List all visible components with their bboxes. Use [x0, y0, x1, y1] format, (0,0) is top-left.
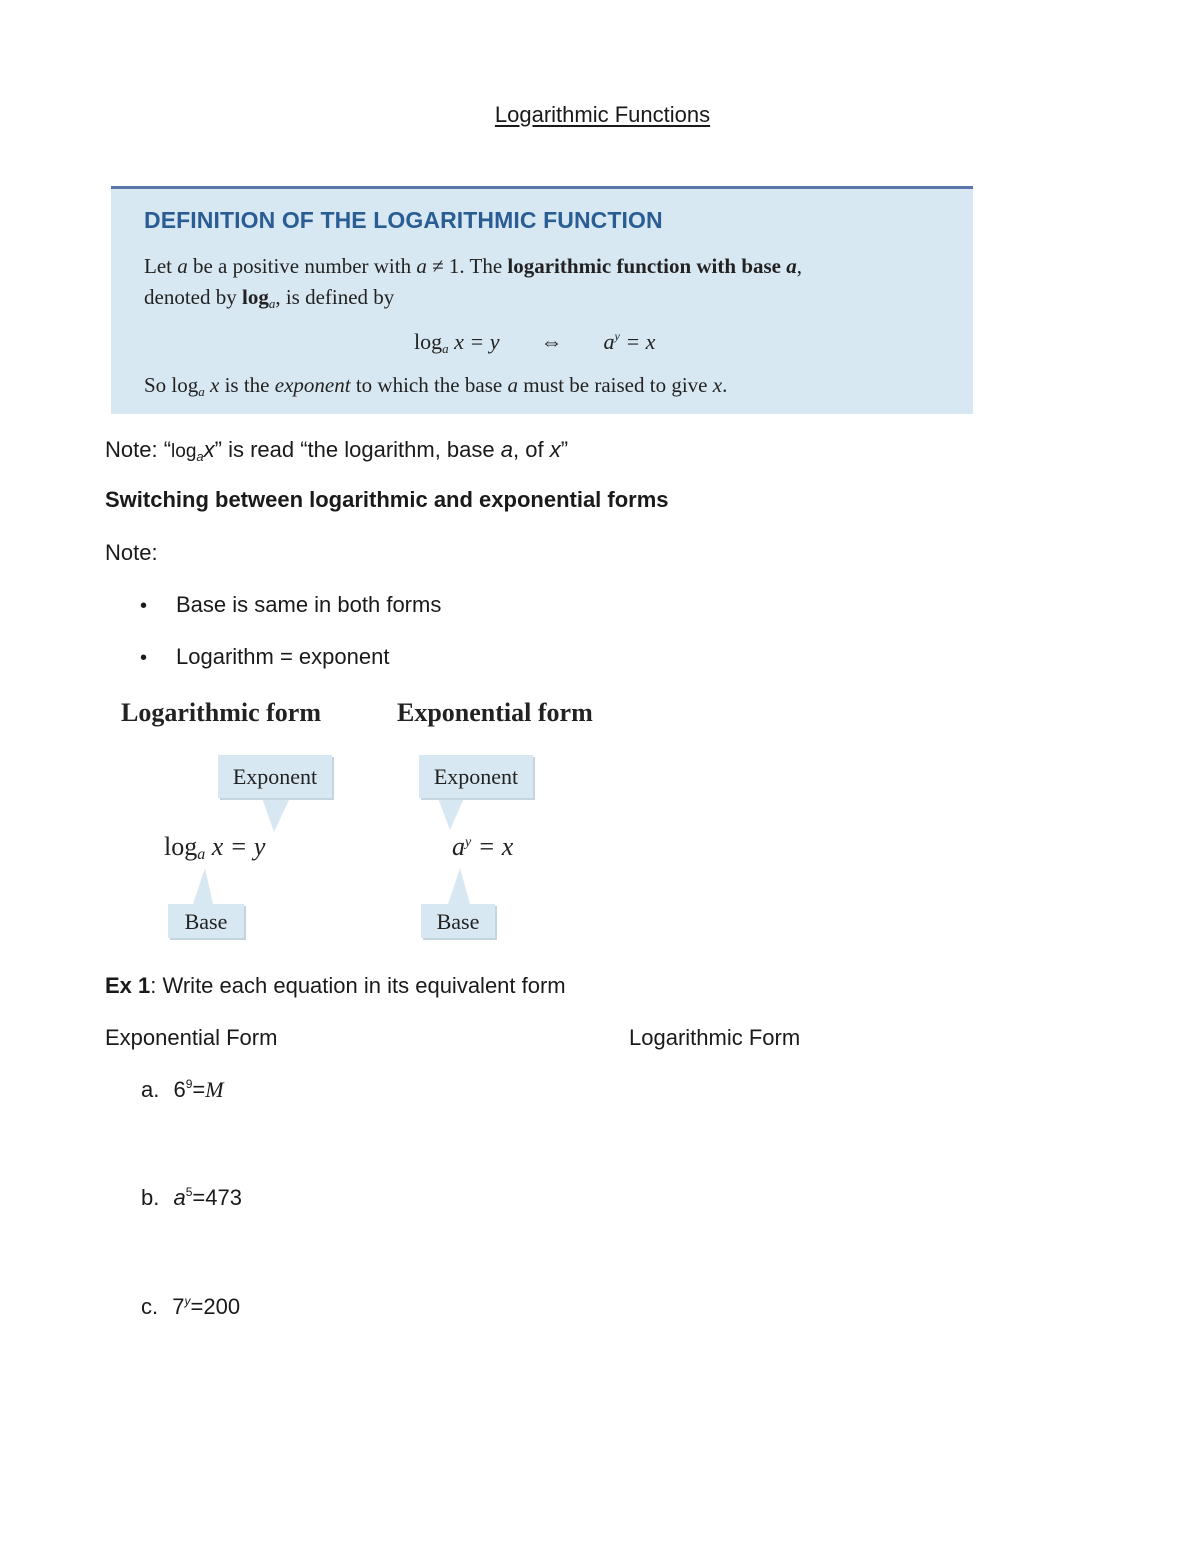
text: Let [144, 254, 178, 278]
bold-log: log [241, 285, 269, 309]
base: 6 [173, 1077, 186, 1102]
superscript-y: y [465, 835, 472, 850]
example-item-a [141, 1077, 224, 1103]
equals: = [192, 1185, 206, 1210]
text: ” is read “the logarithm, base [214, 437, 501, 462]
pointer [262, 798, 290, 832]
item-letter: a. [141, 1077, 160, 1102]
iff-icon: ⇔ [540, 329, 563, 354]
equals: = [192, 1077, 206, 1102]
bullet-icon: • [140, 595, 148, 617]
subscript-a: a [442, 341, 449, 356]
subscript-a: a [268, 296, 276, 311]
column-header-logarithmic: Logarithmic Form [629, 1025, 801, 1050]
log: log [171, 441, 197, 462]
equation-rhs: x = y [448, 329, 500, 354]
item-letter: c. [141, 1294, 159, 1319]
equation-rhs: x = y [205, 832, 266, 861]
bullet-icon: • [140, 647, 148, 669]
example-item-c [141, 1294, 240, 1320]
text: Note: “ [105, 437, 172, 462]
pointer [448, 868, 470, 904]
page-title: Logarithmic Functions [494, 102, 711, 127]
definition-heading: DEFINITION OF THE LOGARITHMIC FUNCTION [144, 207, 663, 233]
base-callout: Base [168, 904, 244, 938]
logarithmic-form-heading: Logarithmic form [121, 698, 322, 727]
subscript-a: a [198, 384, 205, 399]
text: is the [219, 373, 275, 397]
bold-term: logarithmic function with base [507, 254, 787, 278]
italic-exponent: exponent [274, 373, 351, 397]
note-label: Note: [105, 540, 158, 565]
exponent: 9 [185, 1077, 193, 1091]
exponential-form-heading: Exponential form [397, 698, 593, 727]
equals: = [190, 1294, 204, 1319]
subscript-a: a [197, 846, 206, 863]
var-a: a [452, 832, 465, 861]
bullet-text: Base is same in both forms [176, 592, 442, 617]
exponent: y [184, 1294, 191, 1308]
pointer [193, 868, 213, 904]
bullet-text: Logarithm = exponent [176, 644, 390, 669]
base: 7 [172, 1294, 185, 1319]
base: a [173, 1185, 186, 1210]
column-header-exponential: Exponential Form [105, 1025, 278, 1050]
var-a: a [500, 437, 514, 462]
text: , is defined by [275, 285, 395, 309]
var-x: x [203, 437, 215, 462]
var-a: a [507, 373, 518, 397]
log-form-equation [164, 832, 265, 864]
text: , of [513, 437, 550, 462]
equation-tail: = x [619, 329, 656, 354]
var-a: a [603, 329, 615, 354]
example-instruction: : Write each equation in its equivalent form [150, 973, 566, 998]
example-item-b [141, 1185, 242, 1211]
text: to which the base [350, 373, 508, 397]
exponent-callout: Exponent [218, 755, 332, 798]
exponent: 5 [185, 1185, 193, 1199]
equation-rhs: = x [471, 832, 514, 861]
var-a: a [177, 254, 188, 278]
rhs: M [205, 1077, 224, 1102]
superscript-y: y [614, 329, 620, 343]
text: ” [560, 437, 569, 462]
pointer [438, 798, 464, 830]
exp-form-equation [452, 832, 513, 862]
var-a: a [786, 254, 797, 278]
rhs: 473 [205, 1185, 242, 1210]
exponent-callout: Exponent [419, 755, 533, 798]
section-heading: Switching between logarithmic and exponential forms [105, 487, 669, 512]
text: So log [144, 373, 199, 397]
var-a: a [416, 254, 427, 278]
log: log [414, 329, 443, 354]
subscript-a: a [196, 449, 204, 464]
log: log [164, 832, 198, 861]
var-x: x [549, 437, 561, 462]
rhs: 200 [203, 1294, 241, 1319]
var-x: x [712, 373, 723, 397]
text: be a positive number with [187, 254, 417, 278]
text: , [796, 254, 802, 278]
var-x: x [204, 373, 220, 397]
example-heading [105, 973, 566, 999]
item-letter: b. [141, 1185, 160, 1210]
text: . [722, 373, 728, 397]
example-label: Ex 1 [105, 973, 151, 998]
base-callout: Base [421, 904, 495, 938]
text: ≠ 1. The [426, 254, 508, 278]
text: must be raised to give [517, 373, 713, 397]
text: denoted by [144, 285, 242, 309]
